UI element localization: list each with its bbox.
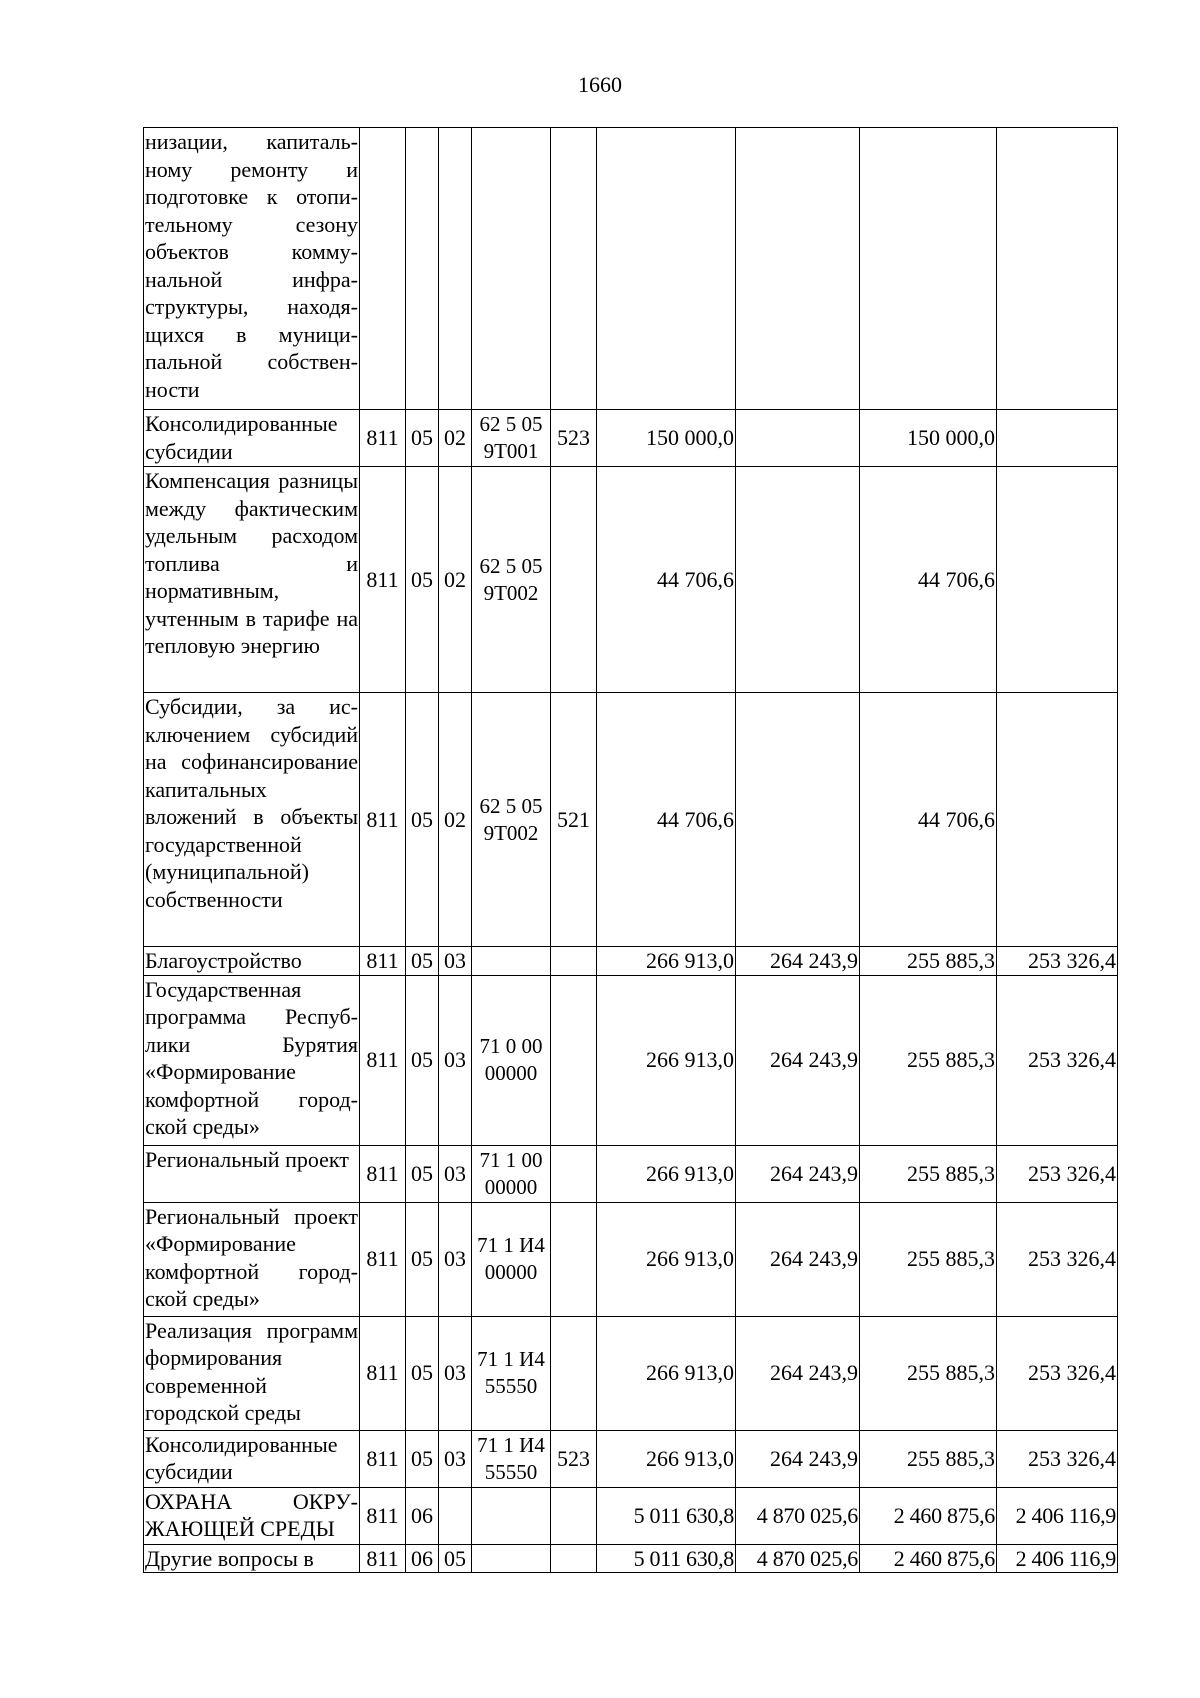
section-code: 06 xyxy=(406,1487,439,1544)
amount-3: 255 885,3 xyxy=(860,975,997,1145)
amount-3: 150 000,0 xyxy=(860,410,997,467)
row-name: низации, капитальному ремонту и подготовке к отопительному сезону объектов коммунальной инфраструктуры, находящихся в муниципальной собственности xyxy=(144,128,360,410)
section-code: 05 xyxy=(406,1316,439,1430)
table-row xyxy=(144,975,1118,1145)
target-article-code: 62 5 05 9Т002 xyxy=(472,693,551,947)
row-name: ОХРАНА ОКРУЖАЮЩЕЙ СРЕДЫ xyxy=(144,1487,360,1544)
row-name: Реализация программ формирования современной городской среды xyxy=(144,1316,360,1430)
section-code: 05 xyxy=(406,1145,439,1202)
target-article-code: 62 5 05 9Т001 xyxy=(472,410,551,467)
expense-type-code xyxy=(551,1145,597,1202)
section-code: 05 xyxy=(406,693,439,947)
subsection-code: 03 xyxy=(439,1316,472,1430)
amount-4: 253 326,4 xyxy=(997,1145,1118,1202)
subsection-code: 05 xyxy=(439,1544,472,1573)
amount-2 xyxy=(736,467,860,693)
table-row xyxy=(144,1487,1118,1544)
subsection-code: 03 xyxy=(439,1145,472,1202)
ved-code: 811 xyxy=(360,410,406,467)
amount-4 xyxy=(997,410,1118,467)
subsection-code: 03 xyxy=(439,1202,472,1316)
amount-2: 264 243,9 xyxy=(736,1145,860,1202)
amount-2: 264 243,9 xyxy=(736,947,860,976)
target-article-code: 71 1 И4 55550 xyxy=(472,1430,551,1487)
ved-code: 811 xyxy=(360,1145,406,1202)
amount-2: 264 243,9 xyxy=(736,1316,860,1430)
subsection-code: 02 xyxy=(439,467,472,693)
expense-type-code xyxy=(551,947,597,976)
subsection-code: 03 xyxy=(439,975,472,1145)
subsection-code: 02 xyxy=(439,410,472,467)
amount-2: 264 243,9 xyxy=(736,1430,860,1487)
table-row xyxy=(144,128,1118,410)
amount-4: 253 326,4 xyxy=(997,947,1118,976)
target-article-code xyxy=(472,1487,551,1544)
section-code: 05 xyxy=(406,947,439,976)
ved-code: 811 xyxy=(360,1430,406,1487)
amount-3: 255 885,3 xyxy=(860,1430,997,1487)
expense-type-code: 523 xyxy=(551,410,597,467)
amount-3: 255 885,3 xyxy=(860,1316,997,1430)
expense-type-code xyxy=(551,1202,597,1316)
target-article-code xyxy=(472,128,551,410)
page-number: 1660 xyxy=(578,72,622,97)
amount-2 xyxy=(736,128,860,410)
amount-3: 2 460 875,6 xyxy=(860,1544,997,1573)
amount-3: 255 885,3 xyxy=(860,947,997,976)
table-row xyxy=(144,947,1118,976)
row-name: Консолидированные субсидии xyxy=(144,1430,360,1487)
table-row xyxy=(144,693,1118,947)
table-row xyxy=(144,1145,1118,1202)
ved-code: 811 xyxy=(360,975,406,1145)
amount-2 xyxy=(736,693,860,947)
row-name: Региональный проект xyxy=(144,1145,360,1202)
amount-2 xyxy=(736,410,860,467)
amount-3: 2 460 875,6 xyxy=(860,1487,997,1544)
amount-4: 253 326,4 xyxy=(997,1430,1118,1487)
amount-3: 44 706,6 xyxy=(860,693,997,947)
row-name: Компенсация разницы между фактическим удельным расходом топлива и нормативным, учтенным в тарифе на тепловую энергию xyxy=(144,467,360,693)
row-name: Благоустройство xyxy=(144,947,360,976)
amount-1: 266 913,0 xyxy=(597,1145,736,1202)
target-article-code: 71 1 И4 00000 xyxy=(472,1202,551,1316)
section-code: 05 xyxy=(406,1430,439,1487)
target-article-code xyxy=(472,947,551,976)
section-code: 05 xyxy=(406,467,439,693)
table-row xyxy=(144,1544,1118,1573)
row-name: Другие вопросы в xyxy=(144,1544,360,1573)
ved-code: 811 xyxy=(360,947,406,976)
section-code: 05 xyxy=(406,410,439,467)
section-code: 05 xyxy=(406,1202,439,1316)
expense-type-code xyxy=(551,1487,597,1544)
amount-1: 266 913,0 xyxy=(597,1430,736,1487)
amount-1: 266 913,0 xyxy=(597,1316,736,1430)
section-code xyxy=(406,128,439,410)
subsection-code xyxy=(439,1487,472,1544)
ved-code: 811 xyxy=(360,1202,406,1316)
ved-code: 811 xyxy=(360,467,406,693)
row-name: Государственная программа Республики Бурятия «Формирование комфортной городской среды» xyxy=(144,975,360,1145)
section-code: 06 xyxy=(406,1544,439,1573)
ved-code: 811 xyxy=(360,693,406,947)
amount-3: 255 885,3 xyxy=(860,1145,997,1202)
ved-code xyxy=(360,128,406,410)
ved-code: 811 xyxy=(360,1487,406,1544)
row-name: Субсидии, за исключением субсидий на софинансирование капитальных вложений в объекты государственной (муниципальной) собственности xyxy=(144,693,360,947)
subsection-code: 03 xyxy=(439,1430,472,1487)
amount-1: 266 913,0 xyxy=(597,975,736,1145)
amount-1: 44 706,6 xyxy=(597,467,736,693)
row-name: Региональный проект «Формирование комфортной городской среды» xyxy=(144,1202,360,1316)
amount-3: 44 706,6 xyxy=(860,467,997,693)
target-article-code xyxy=(472,1544,551,1573)
expense-type-code xyxy=(551,128,597,410)
target-article-code: 71 1 И4 55550 xyxy=(472,1316,551,1430)
expense-type-code xyxy=(551,1544,597,1573)
target-article-code: 71 1 00 00000 xyxy=(472,1145,551,1202)
amount-4 xyxy=(997,467,1118,693)
target-article-code: 71 0 00 00000 xyxy=(472,975,551,1145)
amount-4: 2 406 116,9 xyxy=(997,1487,1118,1544)
amount-1: 44 706,6 xyxy=(597,693,736,947)
section-code: 05 xyxy=(406,975,439,1145)
target-article-code: 62 5 05 9Т002 xyxy=(472,467,551,693)
ved-code: 811 xyxy=(360,1316,406,1430)
subsection-code: 03 xyxy=(439,947,472,976)
expense-type-code xyxy=(551,467,597,693)
subsection-code xyxy=(439,128,472,410)
amount-3: 255 885,3 xyxy=(860,1202,997,1316)
table-row xyxy=(144,410,1118,467)
amount-1: 266 913,0 xyxy=(597,947,736,976)
amount-3 xyxy=(860,128,997,410)
expense-type-code: 521 xyxy=(551,693,597,947)
amount-4: 253 326,4 xyxy=(997,1316,1118,1430)
subsection-code: 02 xyxy=(439,693,472,947)
expense-type-code: 523 xyxy=(551,1430,597,1487)
row-name: Консолидированные субсидии xyxy=(144,410,360,467)
amount-4 xyxy=(997,693,1118,947)
amount-4: 2 406 116,9 xyxy=(997,1544,1118,1573)
amount-1: 150 000,0 xyxy=(597,410,736,467)
amount-2: 4 870 025,6 xyxy=(736,1487,860,1544)
budget-table xyxy=(143,127,1118,1573)
amount-2: 264 243,9 xyxy=(736,1202,860,1316)
table-row xyxy=(144,1202,1118,1316)
amount-1: 5 011 630,8 xyxy=(597,1487,736,1544)
amount-2: 264 243,9 xyxy=(736,975,860,1145)
table-row xyxy=(144,1316,1118,1430)
amount-1: 266 913,0 xyxy=(597,1202,736,1316)
amount-4 xyxy=(997,128,1118,410)
table-row xyxy=(144,1430,1118,1487)
amount-4: 253 326,4 xyxy=(997,1202,1118,1316)
amount-4: 253 326,4 xyxy=(997,975,1118,1145)
ved-code: 811 xyxy=(360,1544,406,1573)
amount-1: 5 011 630,8 xyxy=(597,1544,736,1573)
amount-1 xyxy=(597,128,736,410)
expense-type-code xyxy=(551,975,597,1145)
amount-2: 4 870 025,6 xyxy=(736,1544,860,1573)
expense-type-code xyxy=(551,1316,597,1430)
table-row xyxy=(144,467,1118,693)
